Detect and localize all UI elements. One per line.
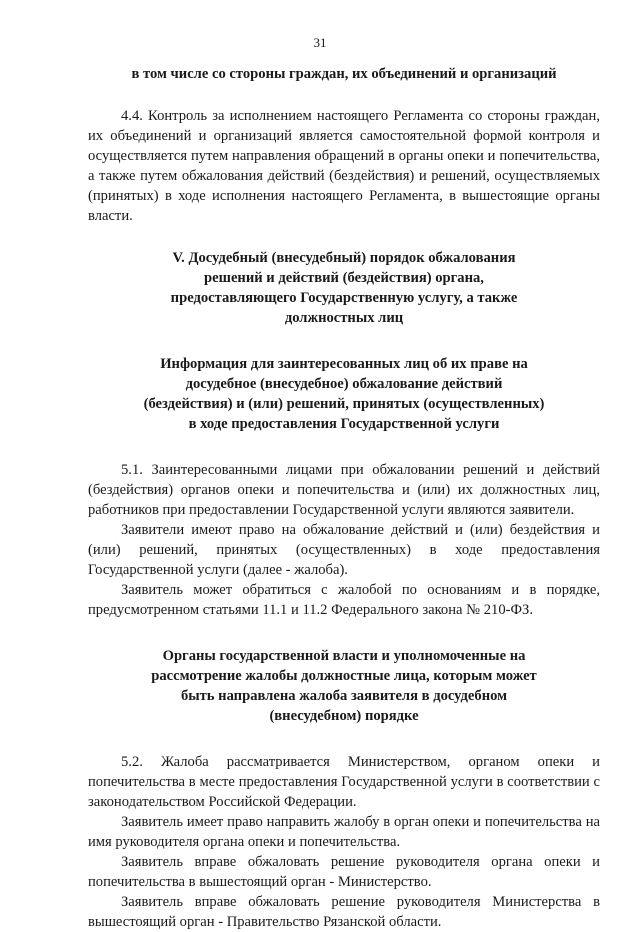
section-v-heading [88,248,600,328]
section-v-line: должностных лиц [284,310,404,326]
organs-heading-line: быть направлена жалоба заявителя в досудебном [180,688,508,704]
page-number: 31 [313,35,327,50]
paragraph-appeal-head-organ: Заявитель вправе обжаловать решение руководителя органа опеки и попечительства в вышестоящий орган - Министерство. [88,854,600,890]
section-v-line: V. Досудебный (внесудебный) порядок обжалования [172,250,516,266]
info-heading-line: Информация для заинтересованных лиц об их праве на [160,356,528,372]
section-v-line: решений и действий (бездействия) органа, [204,270,484,286]
paragraph-5-2: 5.2. Жалоба рассматривается Министерством, органом опеки и попечительства в месте предоставления Государственной услуги в соответствии с законодательством Российской Федерации. [88,754,600,810]
paragraph-applicant-send: Заявитель имеет право направить жалобу в орган опеки и попечительства на имя руководителя органа опеки и попечительства. [88,814,600,850]
paragraph-4-4: 4.4. Контроль за исполнением настоящего Регламента со стороны граждан, их объединений и организаций является самостоятельной формой контроля и осуществляется путем направления обращений в органы опеки и попечительства, а также путем обжалования действий (бездействия) и решений, осуществляемых (принятых) в ходе исполнения настоящего Регламента, в вышестоящие органы власти. [88,108,600,224]
paragraph-5-1: 5.1. Заинтересованными лицами при обжаловании решений и действий (бездействия) органов опеки и попечительства и (или) их должностных лиц, работников при предоставлении Государственной услуги являются заявители. [88,462,600,518]
info-heading-line: (бездействия) и (или) решений, принятых (осуществленных) [143,396,545,412]
info-heading-line: досудебное (внесудебное) обжалование действий [185,376,503,392]
document-body [88,64,600,932]
heading-citizens-control: в том числе со стороны граждан, их объединений и организаций [131,66,557,82]
organs-heading-line: рассмотрение жалобы должностные лица, которым может [151,668,537,684]
paragraph-applicant-may: Заявитель может обратиться с жалобой по основаниям и в порядке, предусмотренном статьями 11.1 и 11.2 Федерального закона № 210-ФЗ. [88,582,600,618]
organs-heading [88,646,600,726]
info-heading [88,354,600,434]
organs-heading-line: (внесудебном) порядке [269,708,419,724]
organs-heading-line: Органы государственной власти и уполномоченные на [162,648,526,664]
info-heading-line: в ходе предоставления Государственной услуги [188,416,500,432]
section-v-line: предоставляющего Государственную услугу, а также [170,290,518,306]
paragraph-applicants-right: Заявители имеют право на обжалование действий и (или) бездействия и (или) решений, принятых (осуществленных) в ходе предоставления Государственной услуги (далее - жалоба). [88,522,600,578]
paragraph-appeal-head-ministry: Заявитель вправе обжаловать решение руководителя Министерства в вышестоящий орган - Правительство Рязанской области. [88,894,600,930]
